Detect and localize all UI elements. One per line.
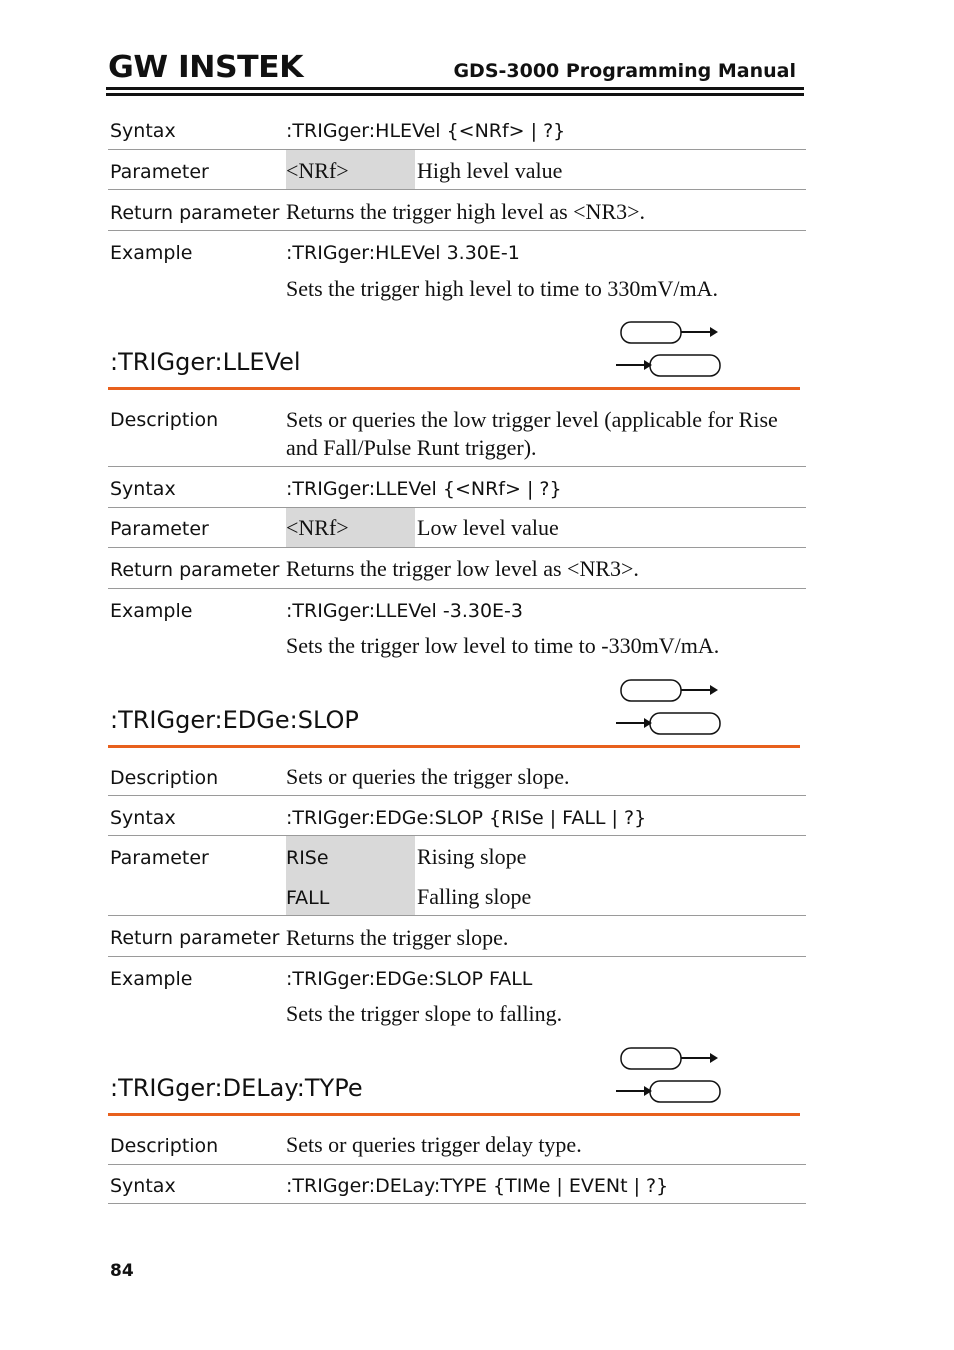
return-text: Returns the trigger high level as <NR3>.	[286, 199, 646, 224]
section-rule	[108, 745, 800, 748]
page-number: 84	[110, 1261, 134, 1281]
row-divider	[108, 915, 806, 916]
row-divider	[108, 1164, 806, 1165]
section-title: :TRIGger:DELay:TYPe	[110, 1074, 363, 1102]
row-divider	[108, 149, 806, 150]
param-desc: High level value	[417, 158, 563, 183]
document-title: GDS-3000 Programming Manual	[453, 60, 796, 82]
description-label: Description	[110, 767, 219, 789]
param-name: <NRf>	[286, 158, 349, 183]
parameter-label: Parameter	[110, 847, 209, 869]
param-desc: Rising slope	[417, 844, 527, 869]
return-label: Return parameter	[110, 559, 280, 581]
section-rule	[108, 1113, 800, 1116]
section-title: :TRIGger:LLEVel	[110, 348, 301, 376]
header-rule	[106, 87, 804, 90]
row-divider	[108, 956, 806, 957]
description-text: Sets or queries the low trigger level (applicable for Rise and Fall/Pulse Runt trigger).	[286, 407, 778, 460]
description-text: Sets or queries trigger delay type.	[286, 1132, 582, 1157]
header-rule	[106, 93, 804, 96]
syntax-value: :TRIGger:LLEVel {<NRf> | ?}	[286, 478, 562, 500]
section-rule	[108, 387, 800, 390]
row-divider	[108, 189, 806, 190]
example-label: Example	[110, 242, 193, 264]
syntax-label: Syntax	[110, 1175, 176, 1197]
description-label: Description	[110, 409, 219, 431]
return-label: Return parameter	[110, 202, 280, 224]
row-divider	[108, 588, 806, 589]
syntax-label: Syntax	[110, 807, 176, 829]
description-label: Description	[110, 1135, 219, 1157]
syntax-label: Syntax	[110, 120, 176, 142]
set-query-icon	[614, 678, 724, 738]
syntax-label: Syntax	[110, 478, 176, 500]
example-command: :TRIGger:LLEVel -3.30E-3	[286, 600, 523, 622]
gw-instek-logo: GW INSTEK	[108, 50, 304, 85]
set-query-icon	[614, 320, 724, 380]
param-name: FALL	[286, 887, 330, 909]
set-query-icon	[614, 1046, 724, 1106]
param-name: RISe	[286, 847, 329, 869]
row-divider	[108, 507, 806, 508]
section-title: :TRIGger:EDGe:SLOP	[110, 706, 359, 734]
description-text: Sets or queries the trigger slope.	[286, 764, 570, 789]
example-description: Sets the trigger low level to time to -330mV/mA.	[286, 633, 720, 658]
return-text: Returns the trigger low level as <NR3>.	[286, 556, 639, 581]
row-divider	[108, 547, 806, 548]
row-divider	[108, 795, 806, 796]
example-command: :TRIGger:HLEVel 3.30E-1	[286, 242, 520, 264]
syntax-value: :TRIGger:HLEVel {<NRf> | ?}	[286, 120, 566, 142]
param-desc: Low level value	[417, 515, 559, 540]
return-text: Returns the trigger slope.	[286, 925, 509, 950]
syntax-value: :TRIGger:DELay:TYPE {TIMe | EVENt | ?}	[286, 1175, 669, 1197]
parameter-label: Parameter	[110, 161, 209, 183]
example-description: Sets the trigger slope to falling.	[286, 1001, 563, 1026]
row-divider	[108, 1203, 806, 1204]
row-divider	[108, 230, 806, 231]
example-label: Example	[110, 968, 193, 990]
row-divider	[108, 466, 806, 467]
syntax-value: :TRIGger:EDGe:SLOP {RISe | FALL | ?}	[286, 807, 647, 829]
return-label: Return parameter	[110, 927, 280, 949]
param-desc: Falling slope	[417, 884, 532, 909]
example-command: :TRIGger:EDGe:SLOP FALL	[286, 968, 533, 990]
example-description: Sets the trigger high level to time to 330mV/mA.	[286, 276, 718, 301]
param-name: <NRf>	[286, 515, 349, 540]
parameter-label: Parameter	[110, 518, 209, 540]
example-label: Example	[110, 600, 193, 622]
row-divider	[108, 835, 806, 836]
